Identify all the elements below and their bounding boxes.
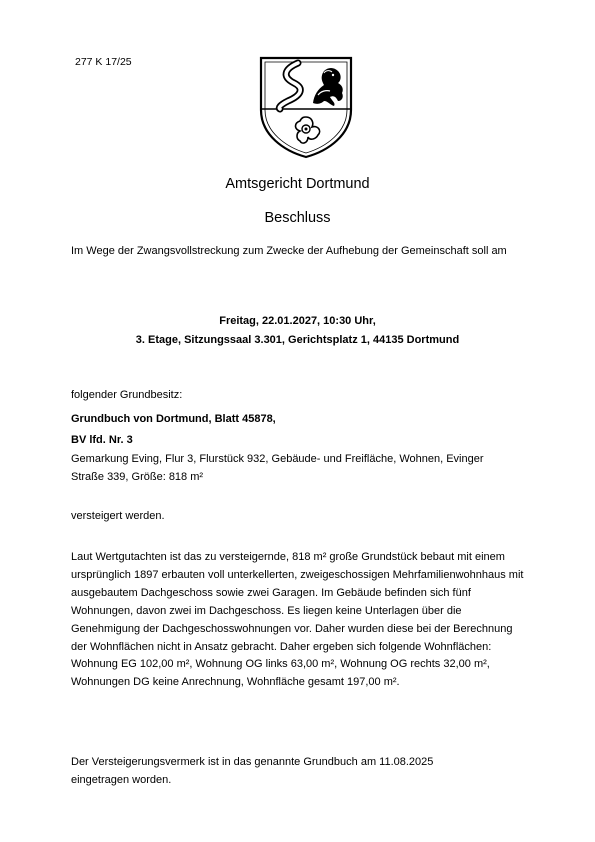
nrw-coat-of-arms-icon (258, 55, 354, 159)
case-number: 277 K 17/25 (75, 56, 132, 68)
gemarkung-paragraph: Gemarkung Eving, Flur 3, Flurstück 932, Gebäude- und Freifläche, Wohnen, Evinger Straße 339, Größe: 818 m² (71, 453, 484, 483)
document-type: Beschluss (264, 210, 331, 226)
grundbuch-line: Grundbuch von Dortmund, Blatt 45878, (71, 413, 276, 425)
intro-paragraph: Im Wege der Zwangsvollstreckung zum Zwecke der Aufhebung der Gemeinschaft soll am (71, 245, 507, 257)
court-name: Amtsgericht Dortmund (225, 176, 370, 192)
bv-line: BV lfd. Nr. 3 (71, 434, 133, 446)
auction-line: versteigert werden. (71, 510, 165, 522)
auction-venue: 3. Etage, Sitzungssaal 3.301, Gerichtsplatz 1, 44135 Dortmund (135, 334, 460, 346)
gutachten-paragraph: Laut Wertgutachten ist das zu versteigernde, 818 m² große Grundstück bebaut mit einem ursprünglich 1897 erbauten voll unterkellerten, zweigeschossigen Mehrfamilienwohnhaus mit ausgebautem Dachgeschoss sowie zwei Garagen. Im Gebäude befinden sich fünf Wohnungen, davon zwei im Dachgeschoss. Es liegen keine Unterlagen über die Genehmigung der Dachgeschosswohnungen vor. Daher wurden diese bei der Berechnung der Wohnflächen nicht in Ansatz gebracht. Daher ergeben sich folgende Wohnflächen: Wohnung EG 102,00 m², Wohnung OG links 63,00 m², Wohnung OG rechts 32,00 m², Wohnungen DG keine Anrechnung, Wohnfläche gesamt 197,00 m². (71, 551, 524, 689)
vermerk-paragraph: Der Versteigerungsvermerk ist in das genannte Grundbuch am 11.08.2025 eingetragen worden. (71, 756, 434, 786)
auction-date: Freitag, 22.01.2027, 10:30 Uhr, (219, 315, 376, 327)
property-label: folgender Grundbesitz: (71, 389, 183, 401)
